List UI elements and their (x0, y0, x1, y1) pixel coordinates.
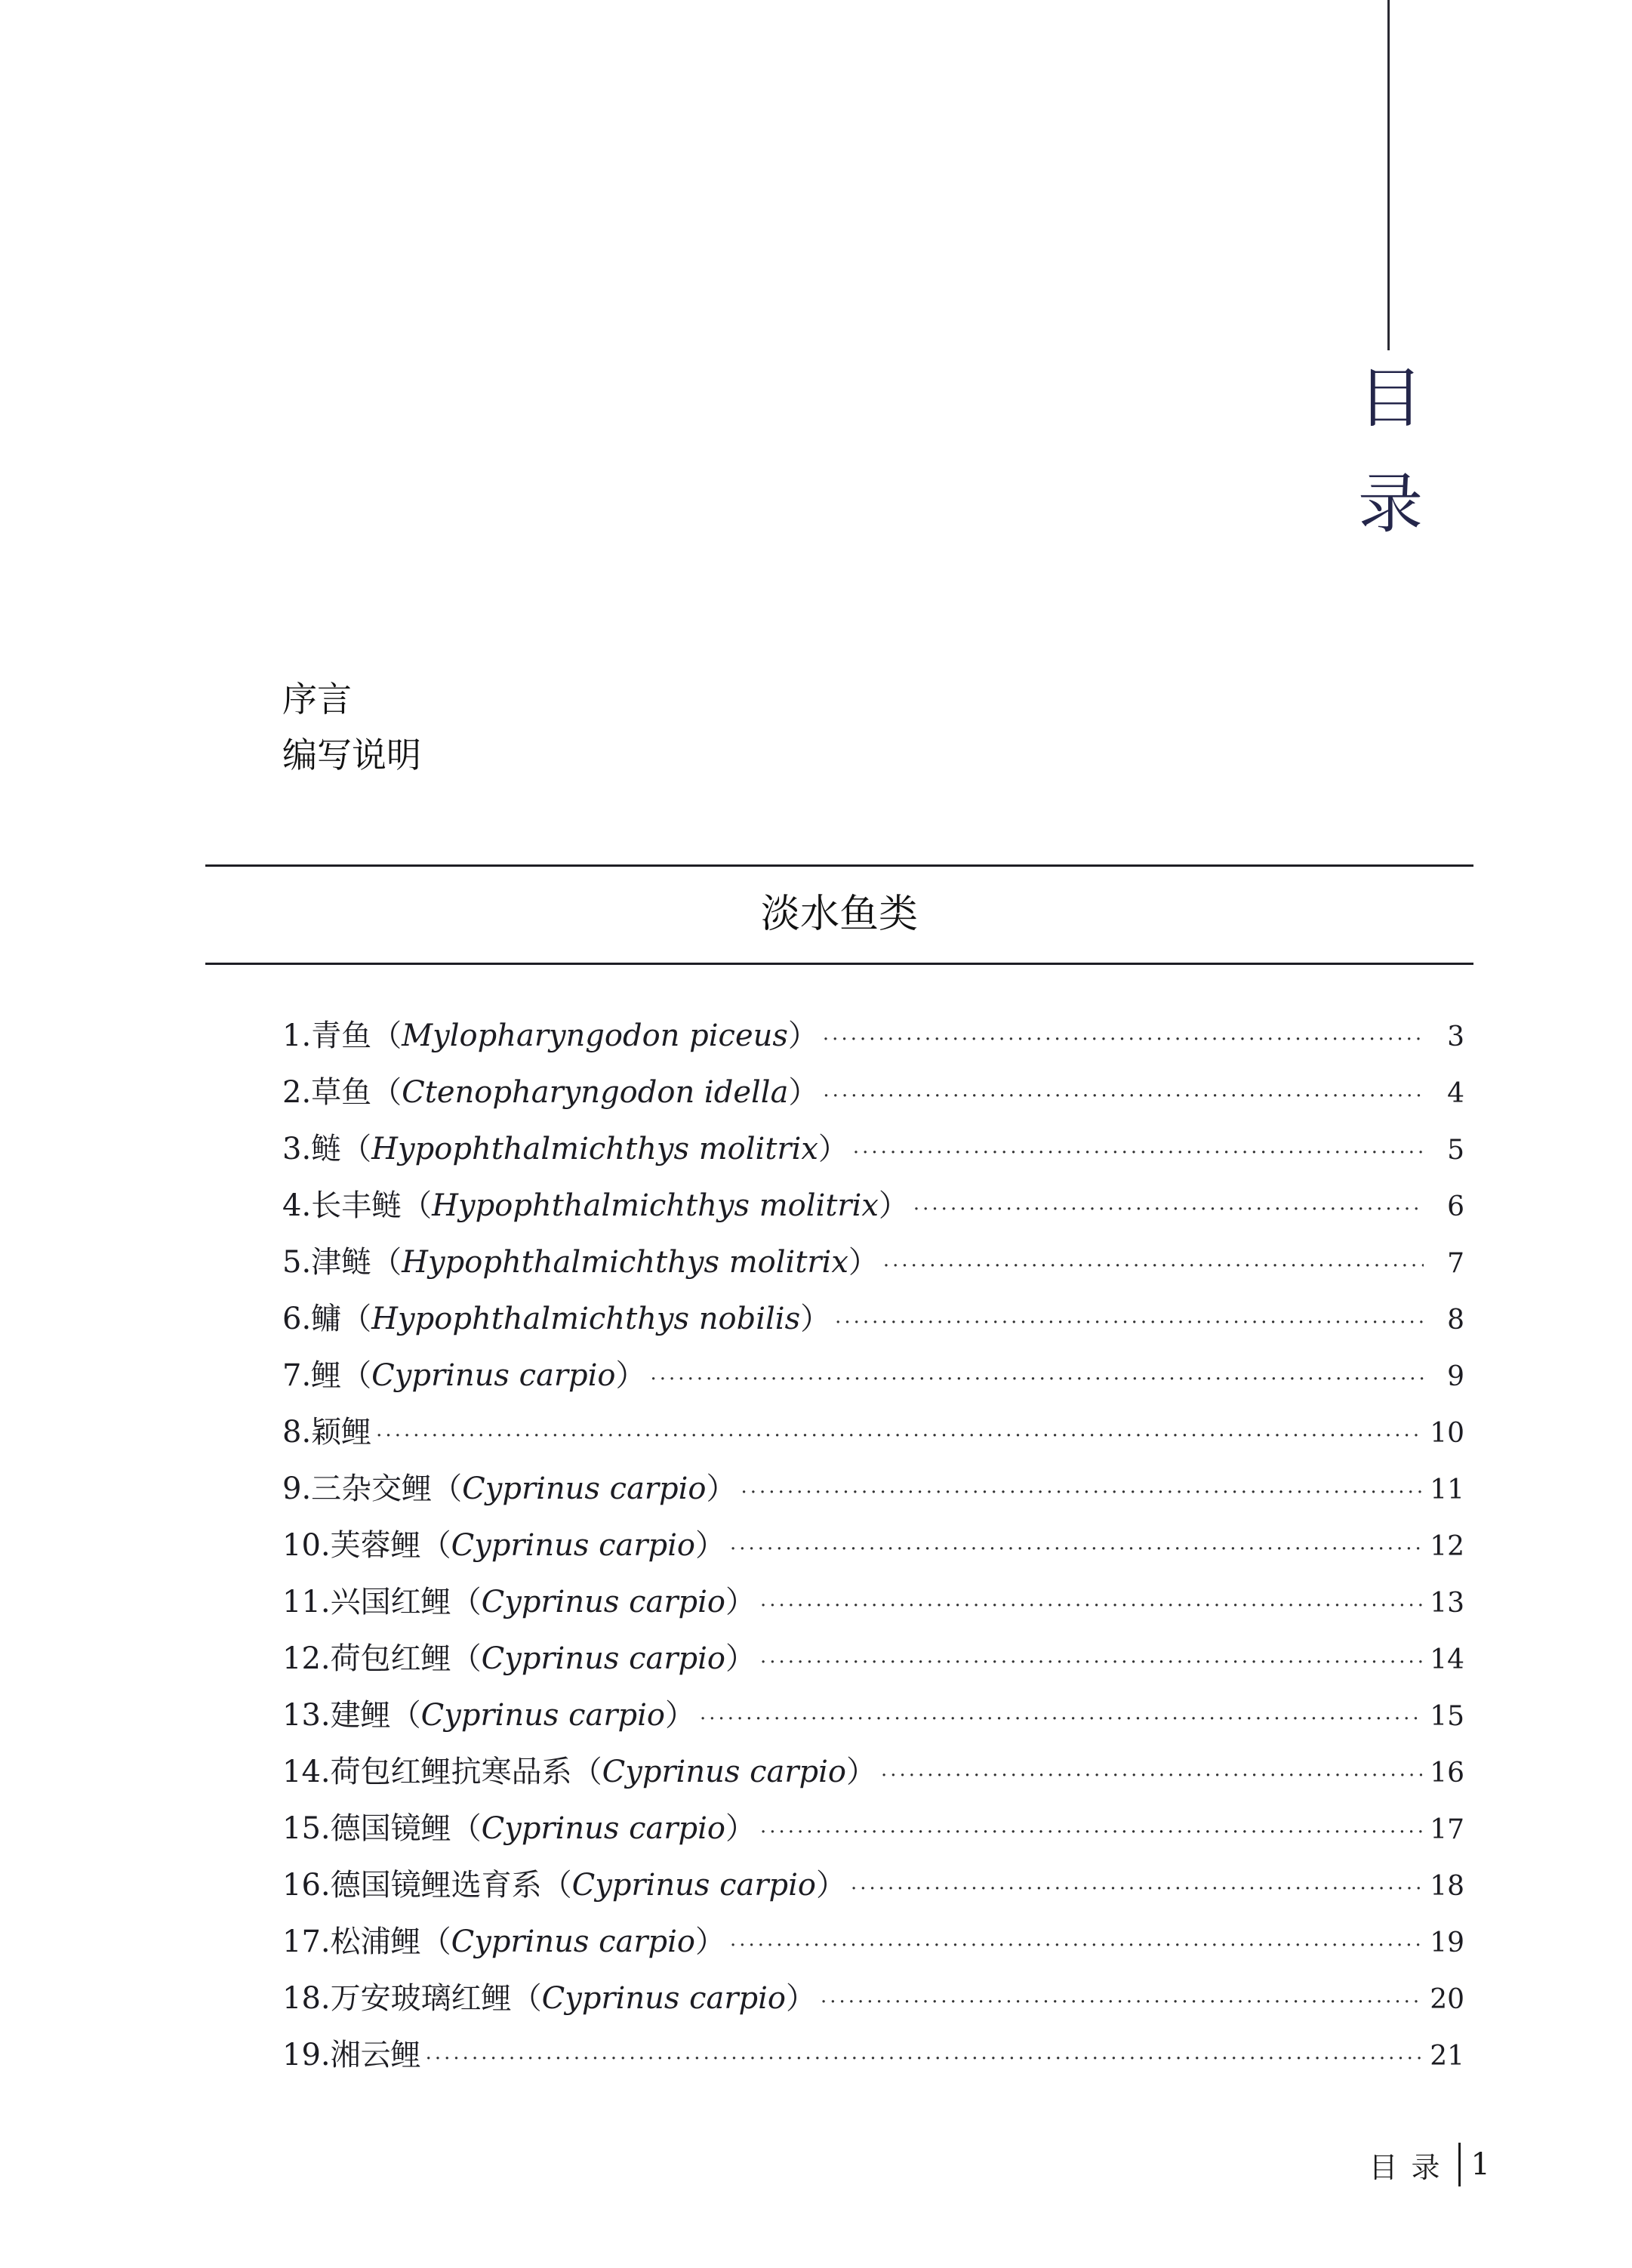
toc-entry[interactable] (282, 1241, 1464, 1298)
toc-entry[interactable] (282, 1977, 1464, 2034)
toc-entry-name: 松浦鲤 (330, 1924, 421, 1959)
toc-leader-dots (823, 1018, 1424, 1061)
toc-entry-name: 万安玻璃红鲤 (330, 1981, 512, 2016)
toc-entry-page: 20 (1430, 1984, 1464, 2015)
toc-entry-number: 10. (282, 1528, 331, 1563)
toc-entry-latin: Cyprinus carpio (481, 1585, 725, 1619)
toc-entry-page: 6 (1447, 1191, 1464, 1222)
toc-entry-page: 10 (1430, 1418, 1464, 1449)
toc-leader-dots (881, 1755, 1422, 1797)
toc-entry-latin: Cyprinus carpio (371, 1358, 616, 1393)
page-number: 1 (1470, 2147, 1490, 2182)
toc-leader-dots (730, 1528, 1422, 1570)
toc-leader-dots (835, 1302, 1424, 1344)
footer-label: 目录 (1369, 2150, 1454, 2184)
toc-entry-number: 7. (282, 1358, 312, 1393)
toc-entry-page: 13 (1430, 1588, 1464, 1619)
toc-entry-label: 18.万安玻璃红鲤（Cyprinus carpio） (282, 1981, 816, 2016)
toc-entry-label: 12.荷包红鲤（Cyprinus carpio） (282, 1641, 756, 1676)
toc-entry[interactable] (282, 1864, 1464, 1921)
toc-entry-name: 芙蓉鲤 (330, 1528, 421, 1563)
toc-entry-page: 21 (1430, 2041, 1464, 2072)
toc-entry-name: 鲢 (311, 1132, 342, 1166)
toc-entry[interactable] (282, 1638, 1464, 1694)
toc-leader-dots (760, 1641, 1422, 1684)
toc-entry-label: 6.鳙（Hypophthalmichthys nobilis） (282, 1302, 831, 1336)
toc-entry-latin: Cyprinus carpio (462, 1471, 707, 1506)
front-matter-preface[interactable]: 序言 (282, 679, 352, 720)
toc-entry[interactable] (282, 1071, 1464, 1128)
section-title: 淡水鱼类 (760, 892, 918, 937)
toc-leader-dots (760, 1585, 1422, 1627)
section-rule-top (205, 864, 1473, 867)
toc-entry-label: 15.德国镜鲤（Cyprinus carpio） (282, 1811, 756, 1846)
toc-entry-label: 3.鲢（Hypophthalmichthys molitrix） (282, 1132, 848, 1166)
toc-entry-name: 三杂交鲤 (311, 1471, 433, 1506)
toc-entry-label: 1.青鱼（Mylopharyngodon piceus） (282, 1018, 818, 1053)
toc-entry-number: 19. (282, 2038, 331, 2072)
toc-entry-number: 4. (282, 1188, 312, 1223)
toc-entry-number: 11. (282, 1585, 331, 1619)
toc-leader-dots (760, 1811, 1422, 1854)
toc-leader-dots (883, 1245, 1424, 1287)
toc-entry-label: 14.荷包红鲤抗寒品系（Cyprinus carpio） (282, 1755, 876, 1789)
toc-entry-latin: Cyprinus carpio (420, 1698, 665, 1733)
toc-entry-label: 2.草鱼（Ctenopharyngodon idella） (282, 1075, 819, 1110)
toc-entry-latin: Ctenopharyngodon idella (402, 1075, 789, 1110)
toc-entry-page: 16 (1430, 1758, 1464, 1789)
toc-entry-page: 9 (1447, 1361, 1464, 1392)
toc-entry-name: 青鱼 (311, 1018, 372, 1053)
vertical-rule (1387, 0, 1390, 350)
toc-entry-page: 8 (1447, 1305, 1464, 1336)
footer-divider (1458, 2143, 1461, 2186)
toc-entry-number: 8. (282, 1415, 312, 1450)
toc-entry-name: 建鲤 (330, 1698, 391, 1733)
toc-leader-dots (741, 1471, 1423, 1514)
toc-entry[interactable] (282, 1128, 1464, 1185)
toc-entry-latin: Cyprinus carpio (541, 1981, 786, 2016)
toc-entry-page: 19 (1430, 1927, 1464, 1958)
toc-entry-number: 16. (282, 1868, 331, 1903)
toc-leader-dots (913, 1188, 1424, 1231)
toc-entry-number: 12. (282, 1641, 331, 1676)
toc-entry-latin: Hypophthalmichthys molitrix (402, 1245, 848, 1280)
toc-entry[interactable] (282, 1524, 1464, 1581)
toc-entry[interactable] (282, 1411, 1464, 1468)
toc-entry-number: 9. (282, 1471, 312, 1506)
toc-entry-page: 12 (1430, 1531, 1464, 1562)
toc-entry-name: 鲤 (311, 1358, 342, 1393)
toc-entry-label: 10.芙蓉鲤（Cyprinus carpio） (282, 1528, 725, 1563)
toc-leader-dots (823, 1075, 1424, 1117)
toc-entry-name: 荷包红鲤抗寒品系 (330, 1755, 572, 1789)
toc-entry[interactable] (282, 1468, 1464, 1524)
toc-entry-page: 18 (1430, 1871, 1464, 1902)
toc-entry-latin: Cyprinus carpio (451, 1924, 695, 1959)
toc-entry-latin: Hypophthalmichthys molitrix (432, 1188, 879, 1223)
toc-leader-dots (700, 1698, 1422, 1740)
page-footer (1369, 2143, 1490, 2186)
toc-entry-label: 5.津鲢（Hypophthalmichthys molitrix） (282, 1245, 879, 1280)
front-matter-notes[interactable]: 编写说明 (282, 735, 421, 775)
toc-entry-name: 津鲢 (311, 1245, 372, 1280)
toc-entry-number: 15. (282, 1811, 331, 1846)
toc-entry[interactable] (282, 1185, 1464, 1241)
toc-entry[interactable] (282, 1354, 1464, 1411)
toc-entry-latin: Cyprinus carpio (571, 1868, 816, 1903)
toc-entry-name: 长丰鲢 (311, 1188, 402, 1223)
toc-entry-number: 18. (282, 1981, 331, 2016)
toc-entry-latin: Cyprinus carpio (481, 1811, 725, 1846)
toc-entry-number: 6. (282, 1302, 312, 1336)
toc-entry-label: 11.兴国红鲤（Cyprinus carpio） (282, 1585, 756, 1619)
toc-leader-dots (426, 2038, 1423, 2080)
toc-entry-label (282, 2034, 426, 2076)
toc-entry-number: 3. (282, 1132, 312, 1166)
toc-entry-label: 9.三杂交鲤（Cyprinus carpio） (282, 1471, 737, 1506)
toc-entry-page: 4 (1447, 1078, 1464, 1109)
toc-entry-latin: Cyprinus carpio (481, 1641, 725, 1676)
toc-entry-page: 11 (1430, 1475, 1464, 1505)
toc-entry[interactable] (282, 1807, 1464, 1864)
toc-leader-dots (851, 1868, 1422, 1910)
toc-entry-name: 德国镜鲤选育系 (330, 1868, 542, 1903)
toc-entry[interactable] (282, 1298, 1464, 1354)
toc-entry-page: 14 (1430, 1644, 1464, 1675)
toc-entry-label: 13.建鲤（Cyprinus carpio） (282, 1698, 695, 1733)
toc-entry-label (282, 1411, 376, 1453)
toc-entry-name: 草鱼 (311, 1075, 372, 1110)
toc-leader-dots (651, 1358, 1424, 1401)
toc-leader-dots (730, 1924, 1422, 1967)
toc-entry-latin: Cyprinus carpio (602, 1755, 846, 1789)
toc-entry-page: 3 (1447, 1022, 1464, 1052)
toc-entry-label: 4.长丰鲢（Hypophthalmichthys molitrix） (282, 1188, 909, 1223)
title-char-2: 录 (1358, 467, 1423, 542)
toc-entry-label: 16.德国镜鲤选育系（Cyprinus carpio） (282, 1868, 846, 1903)
toc-entry[interactable] (282, 1015, 1464, 1071)
toc-entry-page: 15 (1430, 1701, 1464, 1732)
toc-entry-number: 1. (282, 1018, 312, 1053)
toc-entry-latin: Cyprinus carpio (451, 1528, 695, 1563)
toc-entry-name: 颖鲤 (311, 1415, 372, 1450)
title-char-1: 目 (1358, 361, 1423, 436)
toc-entry-name: 湘云鲤 (330, 2038, 421, 2072)
toc-entry-number: 14. (282, 1755, 331, 1789)
toc-entry-latin: Hypophthalmichthys molitrix (371, 1132, 818, 1166)
toc-leader-dots (376, 1415, 1422, 1457)
toc-entry[interactable] (282, 1921, 1464, 1977)
toc-entry-number: 2. (282, 1075, 312, 1110)
toc-entry-name: 德国镜鲤 (330, 1811, 451, 1846)
toc-entry-number: 5. (282, 1245, 312, 1280)
toc-entry-name: 荷包红鲤 (330, 1641, 451, 1676)
toc-entry[interactable] (282, 1694, 1464, 1751)
toc-entry[interactable] (282, 1581, 1464, 1638)
toc-entry-page: 17 (1430, 1814, 1464, 1845)
toc-entry-number: 17. (282, 1924, 331, 1959)
section-rule-bottom (205, 963, 1473, 965)
toc-list (282, 1015, 1464, 2091)
toc-entry-number: 13. (282, 1698, 331, 1733)
toc-entry-latin: Mylopharyngodon piceus (402, 1018, 788, 1053)
toc-entry-page: 7 (1447, 1248, 1464, 1279)
toc-entry-latin: Hypophthalmichthys nobilis (371, 1302, 801, 1336)
toc-entry[interactable] (282, 2034, 1464, 2091)
toc-entry-name: 兴国红鲤 (330, 1585, 451, 1619)
toc-entry-label: 17.松浦鲤（Cyprinus carpio） (282, 1924, 725, 1959)
toc-entry-label: 7.鲤（Cyprinus carpio） (282, 1358, 646, 1393)
toc-leader-dots (853, 1132, 1424, 1174)
toc-leader-dots (821, 1981, 1422, 2023)
toc-entry-name: 鳙 (311, 1302, 342, 1336)
toc-entry[interactable] (282, 1751, 1464, 1807)
toc-entry-page: 5 (1447, 1135, 1464, 1166)
